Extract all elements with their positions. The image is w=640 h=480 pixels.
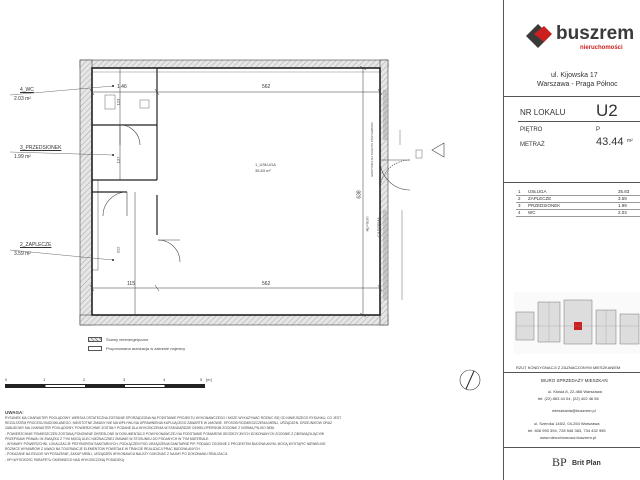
room-area-usluga: 35.83 m² [255,168,271,173]
office-line4: tel. 606 993 394, 728 546 363, 734 432 955 [528,428,606,433]
room-name: PRZEDSIONEK [528,203,561,208]
room-area-wc: 2.03 m² [14,96,31,102]
office-email1: mieszkania@buszrem.pl [552,408,596,413]
office-title: BIURO SPRZEDAŻY MIESZKAŃ [541,378,608,383]
brand-sub: nieruchomości [580,45,623,51]
sink-fixture [140,100,149,108]
scale-label-3: 3 [123,377,126,382]
room-name: WC [528,210,536,215]
scale-label-4: 4 [163,377,166,382]
dim-skrzynka: SKRZYNKA NA KLIENTA POSTAWIONA [369,122,374,177]
dim-hp: Hp=0cm [364,216,370,232]
note-line: RYSUNEK MA CHARAKTER POGLĄDOWY. WERSJA OSTATECZNA ZOSTANIE SPORZĄDZONA NA PODSTAWIE PROJEKTU WYKONAWCZEGO I MOŻE WYKAZYWAĆ RÓŻNIC SIĘ OD NINIEJSZEGO RYSUNKU, CO JEST [5,416,342,420]
dim-height-main: 638 [356,190,363,199]
scale-label-1: 1 [43,377,46,382]
note-line: - POKAZANE NA RZUCIE WYPOSAŻENIE, ZAKUP MEBLI, URZĄDZEŃ WYKONAWCA NALEŻY DOKONAĆ Z NAJMY PO DOKONANIU REALIZACJI. [5,452,229,457]
room-label-zaplecze: 2_ZAPLECZE [20,242,52,248]
scale-unit: [m] [206,377,212,382]
room-num: 1 [518,188,521,194]
dim-top-left: 1.46 [117,84,127,90]
unit-nr-label: NR LOKALU [520,108,566,117]
room-label-usluga: 1_USŁUGA [255,162,276,167]
scale-label-2: 2 [83,377,86,382]
note-line: - WYMIARY POWIERZCHNI, LOKALIZACJE PRZYBORÓW SANITARNYCH, PODŁĄCZEŃ POD URZĄDZENIA SANITARNE PIP. PODANO ZGODNIE Z PROJEKTEM BUDOWLANYM, MOGĄ WYSTĄPIĆ NIEWIELKIE [5,442,326,447]
notes-title: UWAGA: [5,410,24,415]
room-area: 3.59 [618,196,627,201]
building-key-plan [514,292,640,354]
scale-bar-graphic [5,384,205,388]
room-label-przedsionek: 3_PRZEDSIONEK [20,145,62,151]
legend-proposed-swatch [88,346,102,351]
legend-walls-swatch [88,337,102,342]
note-line: PRZEPISAMI PRAWA I W ZWIĄZKU Z TYM MOGĄ ULEC NIEZNACZNEJ ZMIANIE W STOSUNKU DO PODANYCH W TYM MATERIALE. [5,436,210,441]
dim-312: 312 [115,246,121,254]
door-swings [103,125,410,262]
info-panel [503,0,640,480]
room-name: ZAPLECZE [528,196,552,201]
unit-floor-value: P [596,127,601,133]
legend-proposed-label: Proponowana aranżacja w zakresie najemcy [106,346,186,351]
office-line3: ul. Szeroka 145/2, 04-254 Warszawa [534,421,600,426]
unit-nr-value: U2 [596,101,618,120]
brand-name: buszrem [556,23,635,44]
key-plan-caption: RZUT KONDYGNACJI Z ZAZNACZONYM MIESZKANIEM [516,365,621,370]
table-row [516,202,640,209]
table-row [516,209,640,216]
room-area: 35.83 [618,188,630,194]
scale-label-0: 0 [5,377,8,382]
room-area-zaplecze: 3.59 m² [14,251,31,257]
address-city: Warszawa - Praga Północ [537,81,618,88]
buszrem-logo-icon [522,22,554,50]
entrance-marker [432,143,444,157]
note-line: - POWIERZCHNIE POMIESZCZEŃ ZOSTANĄ PONOWNIE OKREŚLONE W DOKUMENTACJI POWYKONAWCZEJ NA PODSTAWIE POMIARÓW GEODEZYJNYCH DOKONANYCH ZGODNIE Z OBOWIĄZUJĄCYMI [5,431,325,436]
room-label-wc: 4_WC [20,87,34,93]
office-line1: ul. Kłosia 8, 22-466 Warszawa [548,389,602,394]
note-line: ZABUDOWY MA CHARAKTER POGLĄDOWY. POWIERZCHNIE ZOSTAŁY PODANE DLA WYKOŃCZENIA W STANDARDZIE DEWELOPERSKIM ZGODNIE Z NORMĄ PN-ISO 9836. [5,426,275,431]
room-num: 3 [518,203,521,208]
dimension-lines [92,68,380,315]
table-row [516,195,640,202]
note-line: REZULTATEM PROCESU BUDOWLANEGO. NIEISTOTNE ZMIANY NIE MA WPŁYWU NA UPRAWNIENIA KUPUJĄCEGO ZAWARTE W UMOWIE. SPOSOB ROZMIESZCZENIA MEBLI, URZĄDZEŃ, GRZEJNIKÓW ORAZ [5,421,332,426]
address-street: ul. Kijowska 17 [551,72,598,79]
room-num: 2 [518,196,521,201]
dim-corner: CASERMA [375,217,381,237]
unit-area-label: METRAŻ [520,142,545,148]
rooms-table [516,188,640,217]
unit-floor-label: PIĘTRO [520,127,543,133]
notes-block [5,410,495,463]
room-num: 4 [518,210,521,215]
legend-walls-label: Ściany nieenergetyczne [106,337,149,342]
office-line2: tel: (22) 863 44 04, (22) 402 46 56 [538,396,599,401]
note-line: - HP=WYSOKOŚĆ PARAPETU OKIENNEGO NAD WYKOŃCZONĄ POSADZKĄ [5,457,124,462]
dim-123: 123 [115,98,121,106]
room-area: 1.99 [618,203,627,208]
dim-bottom-main: 562 [262,281,271,287]
room-area-przedsionek: 1.99 m² [14,154,31,160]
unit-area-unit: m² [627,138,633,144]
office-email2: www.nieruchomosci.buszrem.pl [540,435,597,440]
britplan-logo-name: Brit Plan [572,460,601,467]
dim-bottom-left: 115 [127,281,135,287]
scale-label-5: 5 [200,377,203,382]
dim-137: 137 [115,156,121,164]
room-area: 2.03 [618,210,627,215]
dim-top-main: 562 [262,84,271,90]
toilet-fixture [105,95,115,109]
north-arrow-icon [458,368,482,392]
unit-area-value: 43.44 [596,136,624,148]
note-line: RÓŻNICE WYMIARÓW Z UWAGI NA TOLERANCJE ELEMENTÓW POWSTAŁE W TRAKCIE REALIZACJI PRAC BUDOWLANYCH. [5,447,201,452]
room-name: USŁUGA [528,188,547,194]
britplan-logo-mark: BP [552,455,567,469]
table-row [516,188,640,195]
